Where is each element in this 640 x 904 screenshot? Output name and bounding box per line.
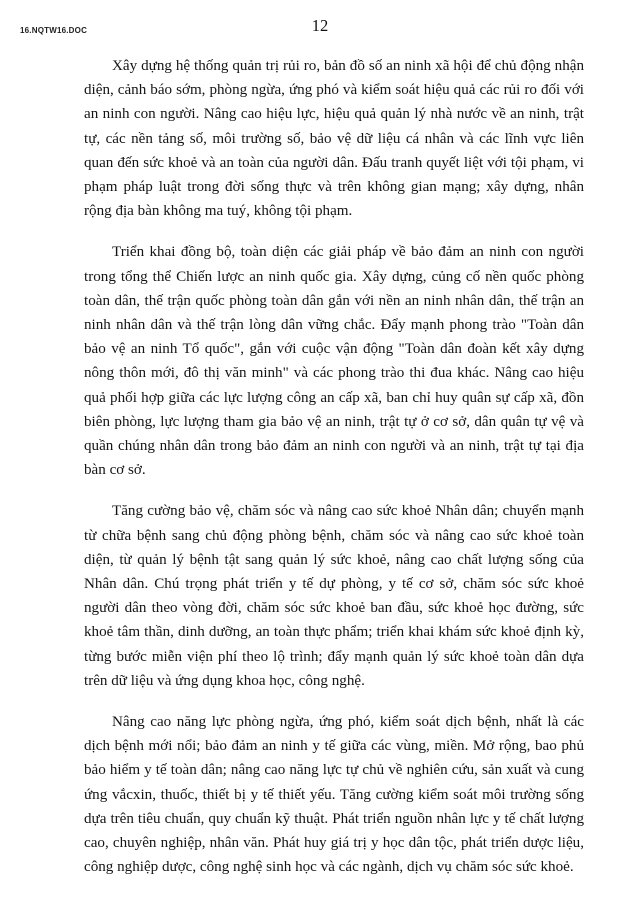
- paragraph: Tăng cường bảo vệ, chăm sóc và nâng cao sức khoẻ Nhân dân; chuyển mạnh từ chữa bệnh sang chủ động phòng bệnh, chăm sóc và nâng cao sức khoẻ toàn diện, từ quản lý bệnh tật sang quản lý sức khoẻ, nâng cao chất lượng sống của Nhân dân. Chú trọng phát triển y tế dự phòng, y tế cơ sở, chăm sóc sức khoẻ người dân theo vòng đời, chăm sóc sức khoẻ ban đầu, sức khoẻ học đường, sức khoẻ tâm thần, dinh dưỡng, an toàn thực phẩm; triển khai khám sức khoẻ định kỳ, từng bước miễn viện phí theo lộ trình; đẩy mạnh quản lý sức khoẻ toàn dân dựa trên dữ liệu và ứng dụng khoa học, công nghệ.: [84, 503, 584, 689]
- paragraph: Triển khai đồng bộ, toàn diện các giải pháp về bảo đảm an ninh con người trong tổng thể Chiến lược an ninh quốc gia. Xây dựng, củng cố nền quốc phòng toàn dân, thế trận quốc phòng toàn dân gắn với nền an ninh nhân dân, thế trận an ninh nhân dân và thế trận lòng dân vững chắc. Đẩy mạnh phong trào "Toàn dân bảo vệ an ninh Tổ quốc", gắn với cuộc vận động "Toàn dân đoàn kết xây dựng nông thôn mới, đô thị văn minh" và các phong trào thi đua khác. Nâng cao hiệu quả phối hợp giữa các lực lượng công an cấp xã, ban chỉ huy quân sự cấp xã, đồn biên phòng, lực lượng tham gia bảo vệ an ninh, trật tự ở cơ sở, dân quân tự vệ và quần chúng nhân dân trong bảo đảm an ninh con người và an ninh, trật tự tại địa bàn cơ sở.: [84, 244, 584, 479]
- document-code: 16.NQTW16.DOC: [20, 26, 88, 35]
- page-number: 12: [311, 16, 329, 35]
- body-text: [84, 54, 584, 897]
- paragraph: Nâng cao năng lực phòng ngừa, ứng phó, kiểm soát dịch bệnh, nhất là các dịch bệnh mới nổi; bảo đảm an ninh y tế giữa các vùng, miền. Mở rộng, bao phủ bảo hiểm y tế toàn dân; nâng cao năng lực tự chủ về nghiên cứu, sản xuất và cung ứng vắcxin, thuốc, thiết bị y tế thiết yếu. Tăng cường kiểm soát môi trường sống dựa trên tiêu chuẩn, quy chuẩn kỹ thuật. Phát triển nguồn nhân lực y tế chất lượng cao, chuyên nghiệp, nhân văn. Phát huy giá trị y học dân tộc, phát triển dược liệu, công nghiệp dược, công nghệ sinh học và các ngành, dịch vụ chăm sóc sức khoẻ.: [84, 714, 584, 876]
- paragraph: Xây dựng hệ thống quản trị rủi ro, bản đồ số an ninh xã hội để chủ động nhận diện, cảnh báo sớm, phòng ngừa, ứng phó và kiểm soát hiệu quả các rủi ro đối với an ninh con người. Nâng cao hiệu lực, hiệu quả quản lý nhà nước về an ninh, trật tự, các nền tảng số, môi trường số, bảo vệ dữ liệu cá nhân và các lĩnh vực liên quan đến sức khoẻ và an toàn của người dân. Đấu tranh quyết liệt với tội phạm, vi phạm pháp luật trong đời sống thực và trên không gian mạng; xây dựng, nhân rộng địa bàn không ma tuý, không tội phạm.: [84, 58, 584, 220]
